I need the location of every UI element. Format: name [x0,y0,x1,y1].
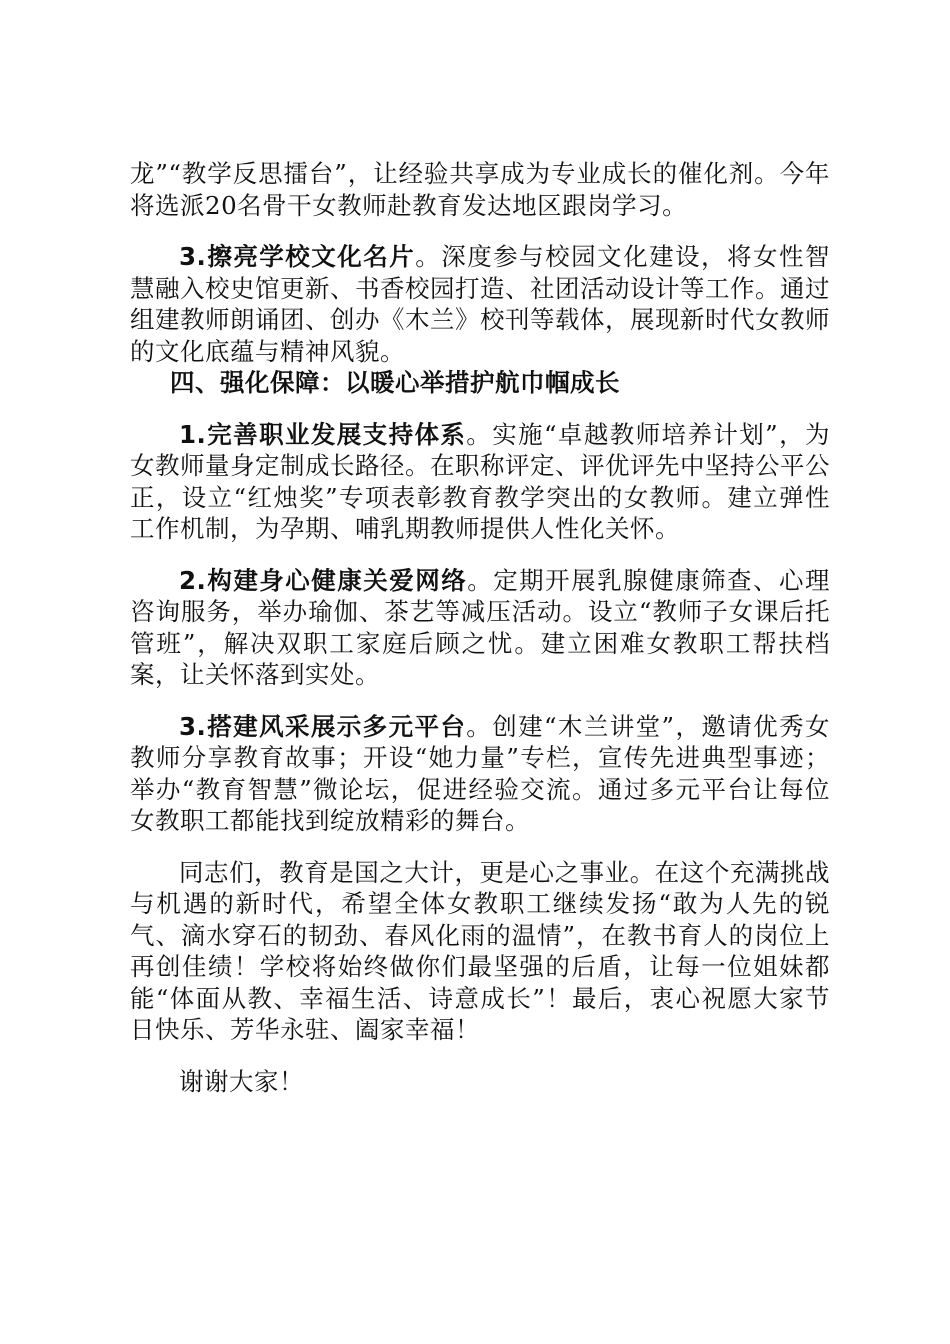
item-body-career-support: 。实施“卓越教师培养计划”，为女教师量身定制成长路径。在职称评定、评优评先中坚持公平公正，设立“红烛奖”专项表彰教育教学突出的女教师。建立弹性工作机制，为孕期、哺乳期教师提供人性化关怀。 [130,419,830,543]
item-lead-school-culture: 3.擦亮学校文化名片 [179,242,416,271]
document-page [130,158,830,1097]
item-body-health-care: 。定期开展乳腺健康筛查、心理咨询服务，举办瑜伽、茶艺等减压活动。设立“教师子女课后托管班”，解决双职工家庭后顾之忧。建立困难女教职工帮扶档案，让关怀落到实处。 [130,565,831,689]
paragraph-health-care [130,565,830,691]
item-lead-health-care: 2.构建身心健康关爱网络 [179,565,468,595]
item-body-showcase-platform: 。创建“木兰讲堂”，邀请优秀女教师分享教育故事；开设“她力量”专栏，宣传先进典型事迹；举办“教育智慧”微论坛，促进经验交流。通过多元平台让每位女教职工都能找到绽放精彩的舞台。 [130,711,830,835]
paragraph-school-culture [130,241,830,367]
item-lead-showcase-platform: 3.搭建风采展示多元平台 [179,711,467,741]
paragraph-career-support [130,419,830,545]
item-lead-career-support: 1.完善职业发展支持体系 [179,419,467,449]
paragraph-continuation: 龙”“教学反思擂台”，让经验共享成为专业成长的催化剂。今年将选派20名骨干女教师赴教育发达地区跟岗学习。 [130,159,830,220]
section-heading-4: 四、强化保障：以暖心举措护航巾帼成长 [170,368,620,397]
item-body-school-culture: 。深度参与校园文化建设，将女性智慧融入校史馆更新、书香校园打造、社团活动设计等工作。通过组建教师朗诵团、创办《木兰》校刊等载体，展现新时代女教师的文化底蕴与精神风貌。 [130,242,830,366]
paragraph-thanks: 谢谢大家！ [179,1066,304,1096]
paragraph-showcase-platform [130,711,830,837]
paragraph-closing: 同志们，教育是国之大计，更是心之事业。在这个充满挑战与机遇的新时代，希望全体女教职工继续发扬“敢为人先的锐气、滴水穿石的韧劲、春风化雨的温情”，在教书育人的岗位上再创佳绩！学校将始终做你们最坚强的后盾，让每一位姐妹都能“体面从教、幸福生活、诗意成长”！最后，衷心祝愿大家节日快乐、芳华永驻、阖家幸福！ [130,857,830,1044]
